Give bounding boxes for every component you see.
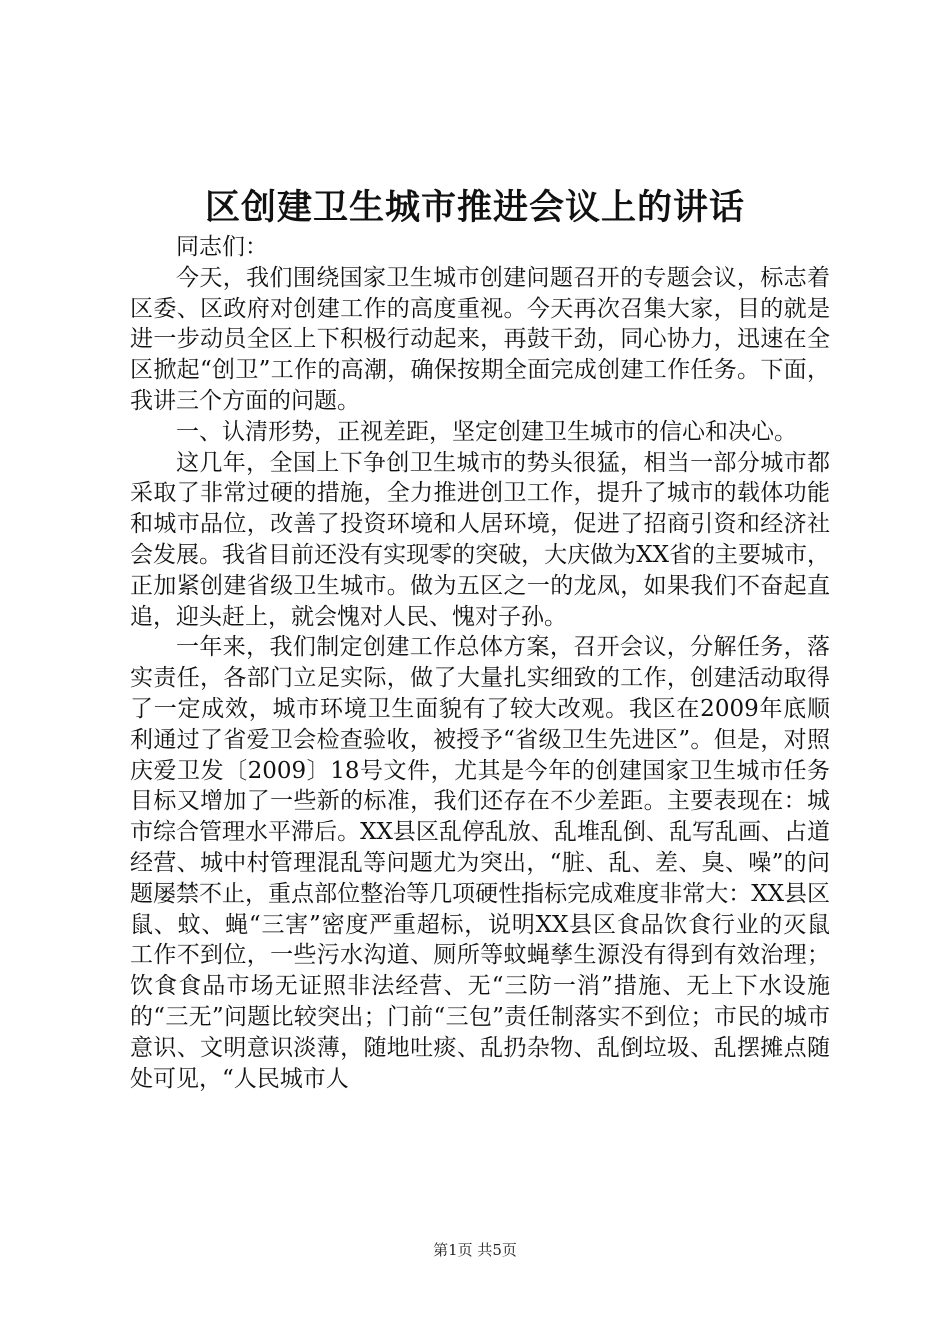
document-body: [130, 232, 830, 1094]
page-footer: 第1页 共5页: [433, 1241, 517, 1259]
intro-paragraph: 今天，我们围绕国家卫生城市创建问题召开的专题会议，标志着区委、区政府对创建工作的高度重视。今天再次召集大家，目的就是进一步动员全区上下积极行动起来，再鼓干劲，同心协力，迅速在全区掀起“创卫”工作的高潮，确保按期全面完成创建工作任务。下面，我讲三个方面的问题。: [130, 264, 830, 414]
body-paragraph: 一年来，我们制定创建工作总体方案，召开会议，分解任务，落实责任，各部门立足实际，做了大量扎实细致的工作，创建活动取得了一定成效，城市环境卫生面貌有了较大改观。我区在2009年底顺利通过了省爱卫会检查验收，被授予“省级卫生先进区”。但是，对照庆爱卫发〔2009〕18号文件，尤其是今年的创建国家卫生城市任务目标又增加了一些新的标准，我们还存在不少差距。主要表现在：城市综合管理水平滞后。XX县区乱停乱放、乱堆乱倒、乱写乱画、占道经营、城中村管理混乱等问题尤为突出，“脏、乱、差、臭、噪”的问题屡禁不止，重点部位整治等几项硬性指标完成难度非常大：XX县区鼠、蚊、蝇“三害”密度严重超标，说明XX县区食品饮食行业的灭鼠工作不到位，一些污水沟道、厕所等蚊蝇孳生源没有得到有效治理；饮食食品市场无证照非法经营、无“三防一消”措施、无上下水设施的“三无”问题比较突出；门前“三包”责任制落实不到位；市民的城市意识、文明意识淡薄，随地吐痰、乱扔杂物、乱倒垃圾、乱摆摊点随处可见，“人民城市人: [130, 634, 830, 1092]
salutation-paragraph: 同志们：: [176, 234, 268, 260]
body-paragraph: 这几年，全国上下争创卫生城市的势头很猛，相当一部分城市都采取了非常过硬的措施，全力推进创卫工作，提升了城市的载体功能和城市品位，改善了投资环境和人居环境，促进了招商引资和经济社会发展。我省目前还没有实现零的突破，大庆做为XX省的主要城市，正加紧创建省级卫生城市。做为五区之一的龙凤，如果我们不奋起直追，迎头赶上，就会愧对人民、愧对子孙。: [130, 449, 830, 630]
section-heading-paragraph: 一、认清形势，正视差距，坚定创建卫生城市的信心和决心。: [176, 418, 797, 445]
document-title: 区创建卫生城市推进会议上的讲话: [204, 187, 745, 228]
